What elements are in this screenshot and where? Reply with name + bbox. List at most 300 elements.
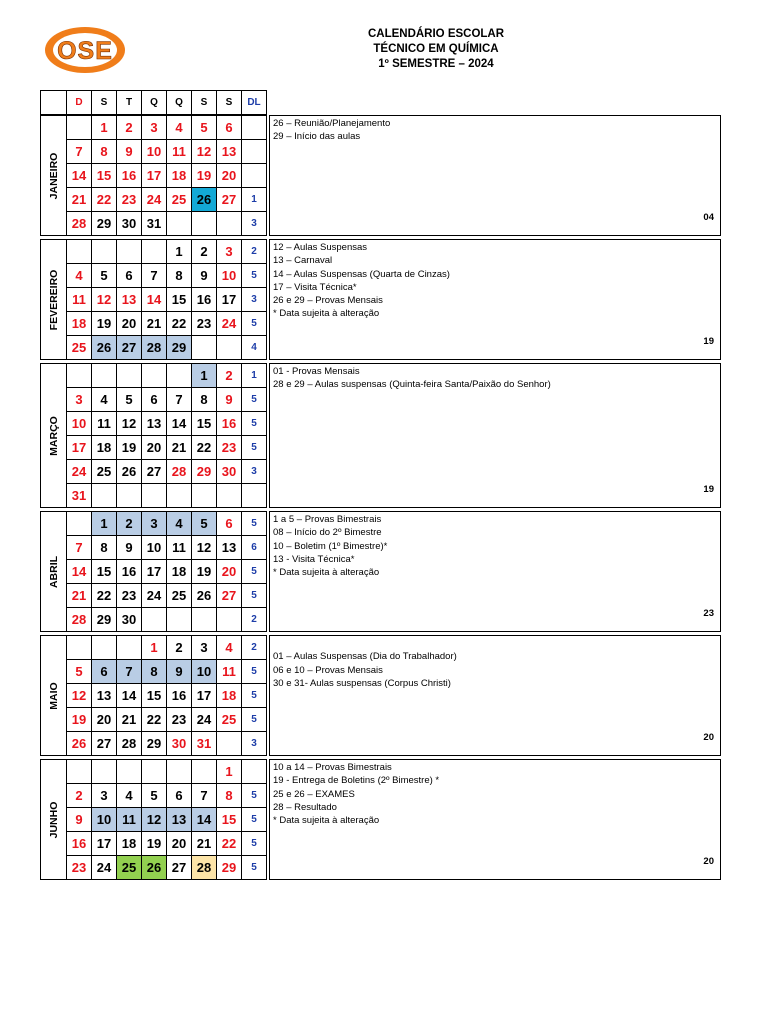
day-cell: 6 [141,387,167,412]
day-cell: 14 [191,807,217,832]
day-cell: 25 [66,335,92,360]
day-cell: 3 [66,387,92,412]
day-cell: 3 [191,635,217,660]
day-cell: 7 [141,263,167,288]
day-cell: 3 [141,115,167,140]
day-cell: 13 [141,411,167,436]
day-cell: 20 [216,163,242,188]
empty-day-cell [216,483,242,508]
month-block-1 [40,240,721,360]
month-label [40,759,67,880]
day-cell: 22 [191,435,217,460]
day-cell: 9 [216,387,242,412]
day-cell: 9 [191,263,217,288]
empty-day-cell [66,759,92,784]
day-cell: 22 [141,707,167,732]
day-cell: 6 [216,115,242,140]
day-cell: 6 [91,659,117,684]
day-cell: 28 [66,211,92,236]
school-days-cell: 4 [241,335,267,360]
header-thursday: Q [166,90,192,115]
months-container [40,116,721,880]
day-cell: 21 [191,831,217,856]
note-line: 1 a 5 – Provas Bimestrais [273,514,382,525]
header-sunday: D [66,90,92,115]
note-line: 30 e 31- Aulas suspensas (Corpus Christi) [273,677,451,689]
day-cell: 10 [141,139,167,164]
month-notes [269,511,721,632]
day-cell: 16 [166,683,192,708]
day-cell: 6 [166,783,192,808]
day-cell: 2 [191,239,217,264]
school-days-cell: 5 [241,659,267,684]
day-cell: 12 [91,287,117,312]
day-cell: 15 [216,807,242,832]
day-cell: 28 [66,607,92,632]
school-days-cell: 2 [241,239,267,264]
school-days-cell: 5 [241,435,267,460]
day-cell: 31 [141,211,167,236]
empty-day-cell [91,635,117,660]
day-cell: 1 [216,759,242,784]
day-cell: 14 [141,287,167,312]
day-cell: 1 [91,115,117,140]
month-block-3 [40,512,721,632]
school-days-cell: 3 [241,731,267,756]
month-label [40,239,67,360]
month-total-school-days: 19 [703,483,714,495]
empty-day-cell [166,483,192,508]
day-cell: 25 [116,855,142,880]
week-row [67,212,267,236]
month-name: ABRIL [47,555,60,588]
school-days-cell: 5 [241,411,267,436]
day-cell: 28 [116,731,142,756]
day-cell: 20 [141,435,167,460]
day-cell: 25 [216,707,242,732]
day-cell: 21 [166,435,192,460]
day-cell: 26 [191,187,217,212]
note-line: 19 - Entrega de Boletins (2º Bimestre) * [273,775,440,787]
empty-day-cell [216,211,242,236]
note-line: 06 e 10 – Provas Mensais [273,664,383,676]
empty-day-cell [166,363,192,388]
month-label [40,115,67,236]
day-cell: 29 [141,731,167,756]
school-days-cell: 6 [241,535,267,560]
month-day-grid [67,240,267,360]
day-cell: 24 [91,855,117,880]
day-cell: 5 [91,263,117,288]
header-tuesday: T [116,90,142,115]
empty-day-cell [216,335,242,360]
month-total-school-days: 20 [703,731,714,743]
day-cell: 17 [141,559,167,584]
day-cell: 13 [116,287,142,312]
note-line: * Data sujeita à alteração [273,567,380,579]
title-line-1: CALENDÁRIO ESCOLAR [367,28,505,40]
day-cell: 8 [91,535,117,560]
day-cell: 26 [141,855,167,880]
week-row [67,140,267,164]
day-cell: 29 [91,211,117,236]
school-days-cell [241,163,267,188]
month-notes [269,115,721,236]
day-cell: 12 [66,683,92,708]
month-day-grid [67,760,267,880]
note-line: 28 e 29 – Aulas suspensas (Quinta-feira Santa/Paixão do Senhor) [273,379,551,391]
empty-day-cell [116,759,142,784]
school-days-cell: 5 [241,387,267,412]
month-day-grid [67,364,267,508]
school-days-cell: 5 [241,311,267,336]
day-cell: 3 [91,783,117,808]
day-cell: 11 [91,411,117,436]
day-cell: 8 [166,263,192,288]
week-row [67,512,267,536]
day-cell: 13 [166,807,192,832]
week-row [67,412,267,436]
day-cell: 2 [116,511,142,536]
day-cell: 11 [66,287,92,312]
month-name: MAIO [47,681,60,710]
day-cell: 2 [216,363,242,388]
day-cell: 24 [66,459,92,484]
month-notes [269,635,721,756]
empty-day-cell [191,607,217,632]
day-cell: 28 [141,335,167,360]
day-cell: 18 [166,163,192,188]
note-line: 10 a 14 – Provas Bimestrais [273,762,392,773]
weekday-header-row [40,91,721,115]
day-cell: 17 [91,831,117,856]
empty-day-cell [166,759,192,784]
month-name: JANEIRO [47,152,60,199]
note-line: 28 – Resultado [273,801,337,813]
day-cell: 1 [91,511,117,536]
empty-day-cell [166,607,192,632]
empty-day-cell [141,483,167,508]
logo-text: OSE [57,37,113,65]
day-cell: 10 [216,263,242,288]
empty-day-cell [66,511,92,536]
month-block-2 [40,364,721,508]
day-cell: 15 [141,683,167,708]
week-row [67,312,267,336]
calendar-table [40,91,721,880]
day-cell: 18 [216,683,242,708]
day-cell: 31 [66,483,92,508]
day-cell: 16 [116,559,142,584]
day-cell: 9 [116,139,142,164]
day-cell: 11 [116,807,142,832]
day-cell: 27 [216,187,242,212]
day-cell: 5 [141,783,167,808]
header-monday: S [91,90,117,115]
week-row [67,660,267,684]
day-cell: 17 [191,683,217,708]
day-cell: 20 [166,831,192,856]
day-cell: 14 [116,683,142,708]
header-school-days: DL [241,90,267,115]
empty-day-cell [66,363,92,388]
note-line: 01 – Aulas Suspensas (Dia do Trabalhador) [273,651,457,663]
empty-day-cell [191,211,217,236]
note-line: * Data sujeita à alteração [273,308,380,320]
week-row [67,608,267,632]
day-cell: 8 [141,659,167,684]
day-cell: 17 [66,435,92,460]
day-cell: 24 [141,583,167,608]
school-days-cell: 2 [241,635,267,660]
empty-day-cell [116,635,142,660]
note-line: 14 – Aulas Suspensas (Quarta de Cinzas) [273,268,450,280]
school-days-cell: 3 [241,287,267,312]
day-cell: 28 [191,855,217,880]
day-cell: 10 [141,535,167,560]
month-name: JUNHO [47,801,60,838]
month-day-grid [67,636,267,756]
school-days-cell [241,139,267,164]
note-line: 25 e 26 – EXAMES [273,788,355,800]
day-cell: 10 [66,411,92,436]
week-row [67,584,267,608]
day-cell: 19 [66,707,92,732]
document-title [298,27,574,72]
day-cell: 30 [166,731,192,756]
day-cell: 17 [216,287,242,312]
school-days-cell: 5 [241,855,267,880]
day-cell: 25 [166,187,192,212]
day-cell: 16 [66,831,92,856]
day-cell: 19 [141,831,167,856]
school-days-cell: 5 [241,831,267,856]
note-line: * Data sujeita à alteração [273,815,380,827]
week-row [67,484,267,508]
day-cell: 27 [91,731,117,756]
month-name: MARÇO [47,415,60,456]
day-cell: 24 [191,707,217,732]
day-cell: 13 [216,139,242,164]
day-cell: 4 [91,387,117,412]
day-cell: 20 [116,311,142,336]
school-days-cell: 5 [241,707,267,732]
month-name: FEVEREIRO [47,269,60,330]
day-cell: 29 [216,855,242,880]
month-notes [269,239,721,360]
week-row [67,856,267,880]
month-label [40,363,67,508]
month-notes [269,363,721,508]
day-cell: 7 [116,659,142,684]
month-notes [269,759,721,880]
school-days-cell: 5 [241,559,267,584]
day-cell: 24 [141,187,167,212]
day-cell: 18 [66,311,92,336]
week-row [67,164,267,188]
day-cell: 4 [66,263,92,288]
school-days-cell: 5 [241,583,267,608]
week-row [67,240,267,264]
day-cell: 20 [91,707,117,732]
week-row [67,116,267,140]
day-cell: 5 [66,659,92,684]
day-cell: 4 [166,115,192,140]
day-cell: 27 [141,459,167,484]
day-cell: 22 [216,831,242,856]
day-cell: 19 [91,311,117,336]
day-cell: 7 [166,387,192,412]
empty-day-cell [116,363,142,388]
empty-day-cell [191,759,217,784]
school-days-cell: 5 [241,263,267,288]
day-cell: 27 [216,583,242,608]
day-cell: 25 [91,459,117,484]
day-cell: 18 [116,831,142,856]
day-cell: 13 [216,535,242,560]
school-days-cell: 1 [241,363,267,388]
day-cell: 20 [216,559,242,584]
empty-day-cell [116,483,142,508]
day-cell: 3 [216,239,242,264]
week-row [67,388,267,412]
empty-day-cell [91,759,117,784]
school-days-cell [241,483,267,508]
day-cell: 4 [166,511,192,536]
day-cell: 12 [191,535,217,560]
week-row [67,808,267,832]
day-cell: 9 [166,659,192,684]
header-saturday: S [216,90,242,115]
day-cell: 18 [91,435,117,460]
day-cell: 30 [116,607,142,632]
day-cell: 22 [166,311,192,336]
day-cell: 26 [91,335,117,360]
day-cell: 16 [116,163,142,188]
day-cell: 12 [141,807,167,832]
day-cell: 1 [141,635,167,660]
day-cell: 23 [66,855,92,880]
day-cell: 19 [191,163,217,188]
day-cell: 23 [166,707,192,732]
empty-day-cell [141,759,167,784]
week-row [67,336,267,360]
note-line: 12 – Aulas Suspensas [273,242,368,253]
week-row [67,364,267,388]
week-row [67,708,267,732]
empty-day-cell [141,363,167,388]
day-cell: 2 [66,783,92,808]
day-cell: 21 [66,583,92,608]
day-cell: 15 [91,163,117,188]
week-row [67,436,267,460]
empty-day-cell [191,335,217,360]
empty-day-cell [91,483,117,508]
day-cell: 8 [191,387,217,412]
day-cell: 2 [116,115,142,140]
day-cell: 22 [91,187,117,212]
day-cell: 23 [191,311,217,336]
day-cell: 9 [66,807,92,832]
day-cell: 8 [91,139,117,164]
empty-day-cell [191,483,217,508]
note-line: 29 – Início das aulas [273,131,361,143]
note-line: 08 – Início do 2º Bimestre [273,527,382,539]
note-line: 26 – Reunião/Planejamento [273,118,391,129]
title-line-3: 1º SEMESTRE – 2024 [378,58,494,70]
day-cell: 11 [166,535,192,560]
day-cell: 7 [191,783,217,808]
week-row [67,636,267,660]
day-cell: 12 [116,411,142,436]
day-cell: 1 [191,363,217,388]
day-cell: 6 [116,263,142,288]
day-cell: 4 [116,783,142,808]
empty-day-cell [166,211,192,236]
day-cell: 23 [216,435,242,460]
note-line: 26 e 29 – Provas Mensais [273,295,383,307]
header-friday: S [191,90,217,115]
day-cell: 10 [191,659,217,684]
month-day-grid [67,116,267,236]
day-cell: 23 [116,187,142,212]
day-cell: 21 [116,707,142,732]
day-cell: 8 [216,783,242,808]
day-cell: 10 [91,807,117,832]
day-cell: 15 [166,287,192,312]
day-cell: 15 [191,411,217,436]
school-days-cell [241,759,267,784]
day-cell: 21 [141,311,167,336]
week-row [67,832,267,856]
day-cell: 26 [116,459,142,484]
school-days-cell: 5 [241,511,267,536]
school-days-cell: 5 [241,783,267,808]
day-cell: 28 [166,459,192,484]
school-days-cell: 3 [241,211,267,236]
day-cell: 9 [116,535,142,560]
week-row [67,536,267,560]
day-cell: 5 [116,387,142,412]
note-line: 13 – Carnaval [273,255,333,267]
month-total-school-days: 04 [703,211,714,223]
month-total-school-days: 23 [703,607,714,619]
day-cell: 14 [66,163,92,188]
day-cell: 24 [216,311,242,336]
day-cell: 26 [191,583,217,608]
note-line [273,637,720,650]
day-cell: 12 [191,139,217,164]
day-cell: 29 [91,607,117,632]
day-cell: 15 [91,559,117,584]
school-days-cell: 5 [241,683,267,708]
school-days-cell: 2 [241,607,267,632]
week-row [67,288,267,312]
day-cell: 17 [141,163,167,188]
empty-day-cell [91,239,117,264]
school-days-cell: 5 [241,807,267,832]
empty-day-cell [66,635,92,660]
week-row [67,560,267,584]
week-row [67,460,267,484]
day-cell: 5 [191,115,217,140]
day-cell: 30 [116,211,142,236]
day-cell: 16 [191,287,217,312]
day-cell: 19 [116,435,142,460]
header-corner [40,90,67,115]
day-cell: 3 [141,511,167,536]
day-cell: 29 [191,459,217,484]
